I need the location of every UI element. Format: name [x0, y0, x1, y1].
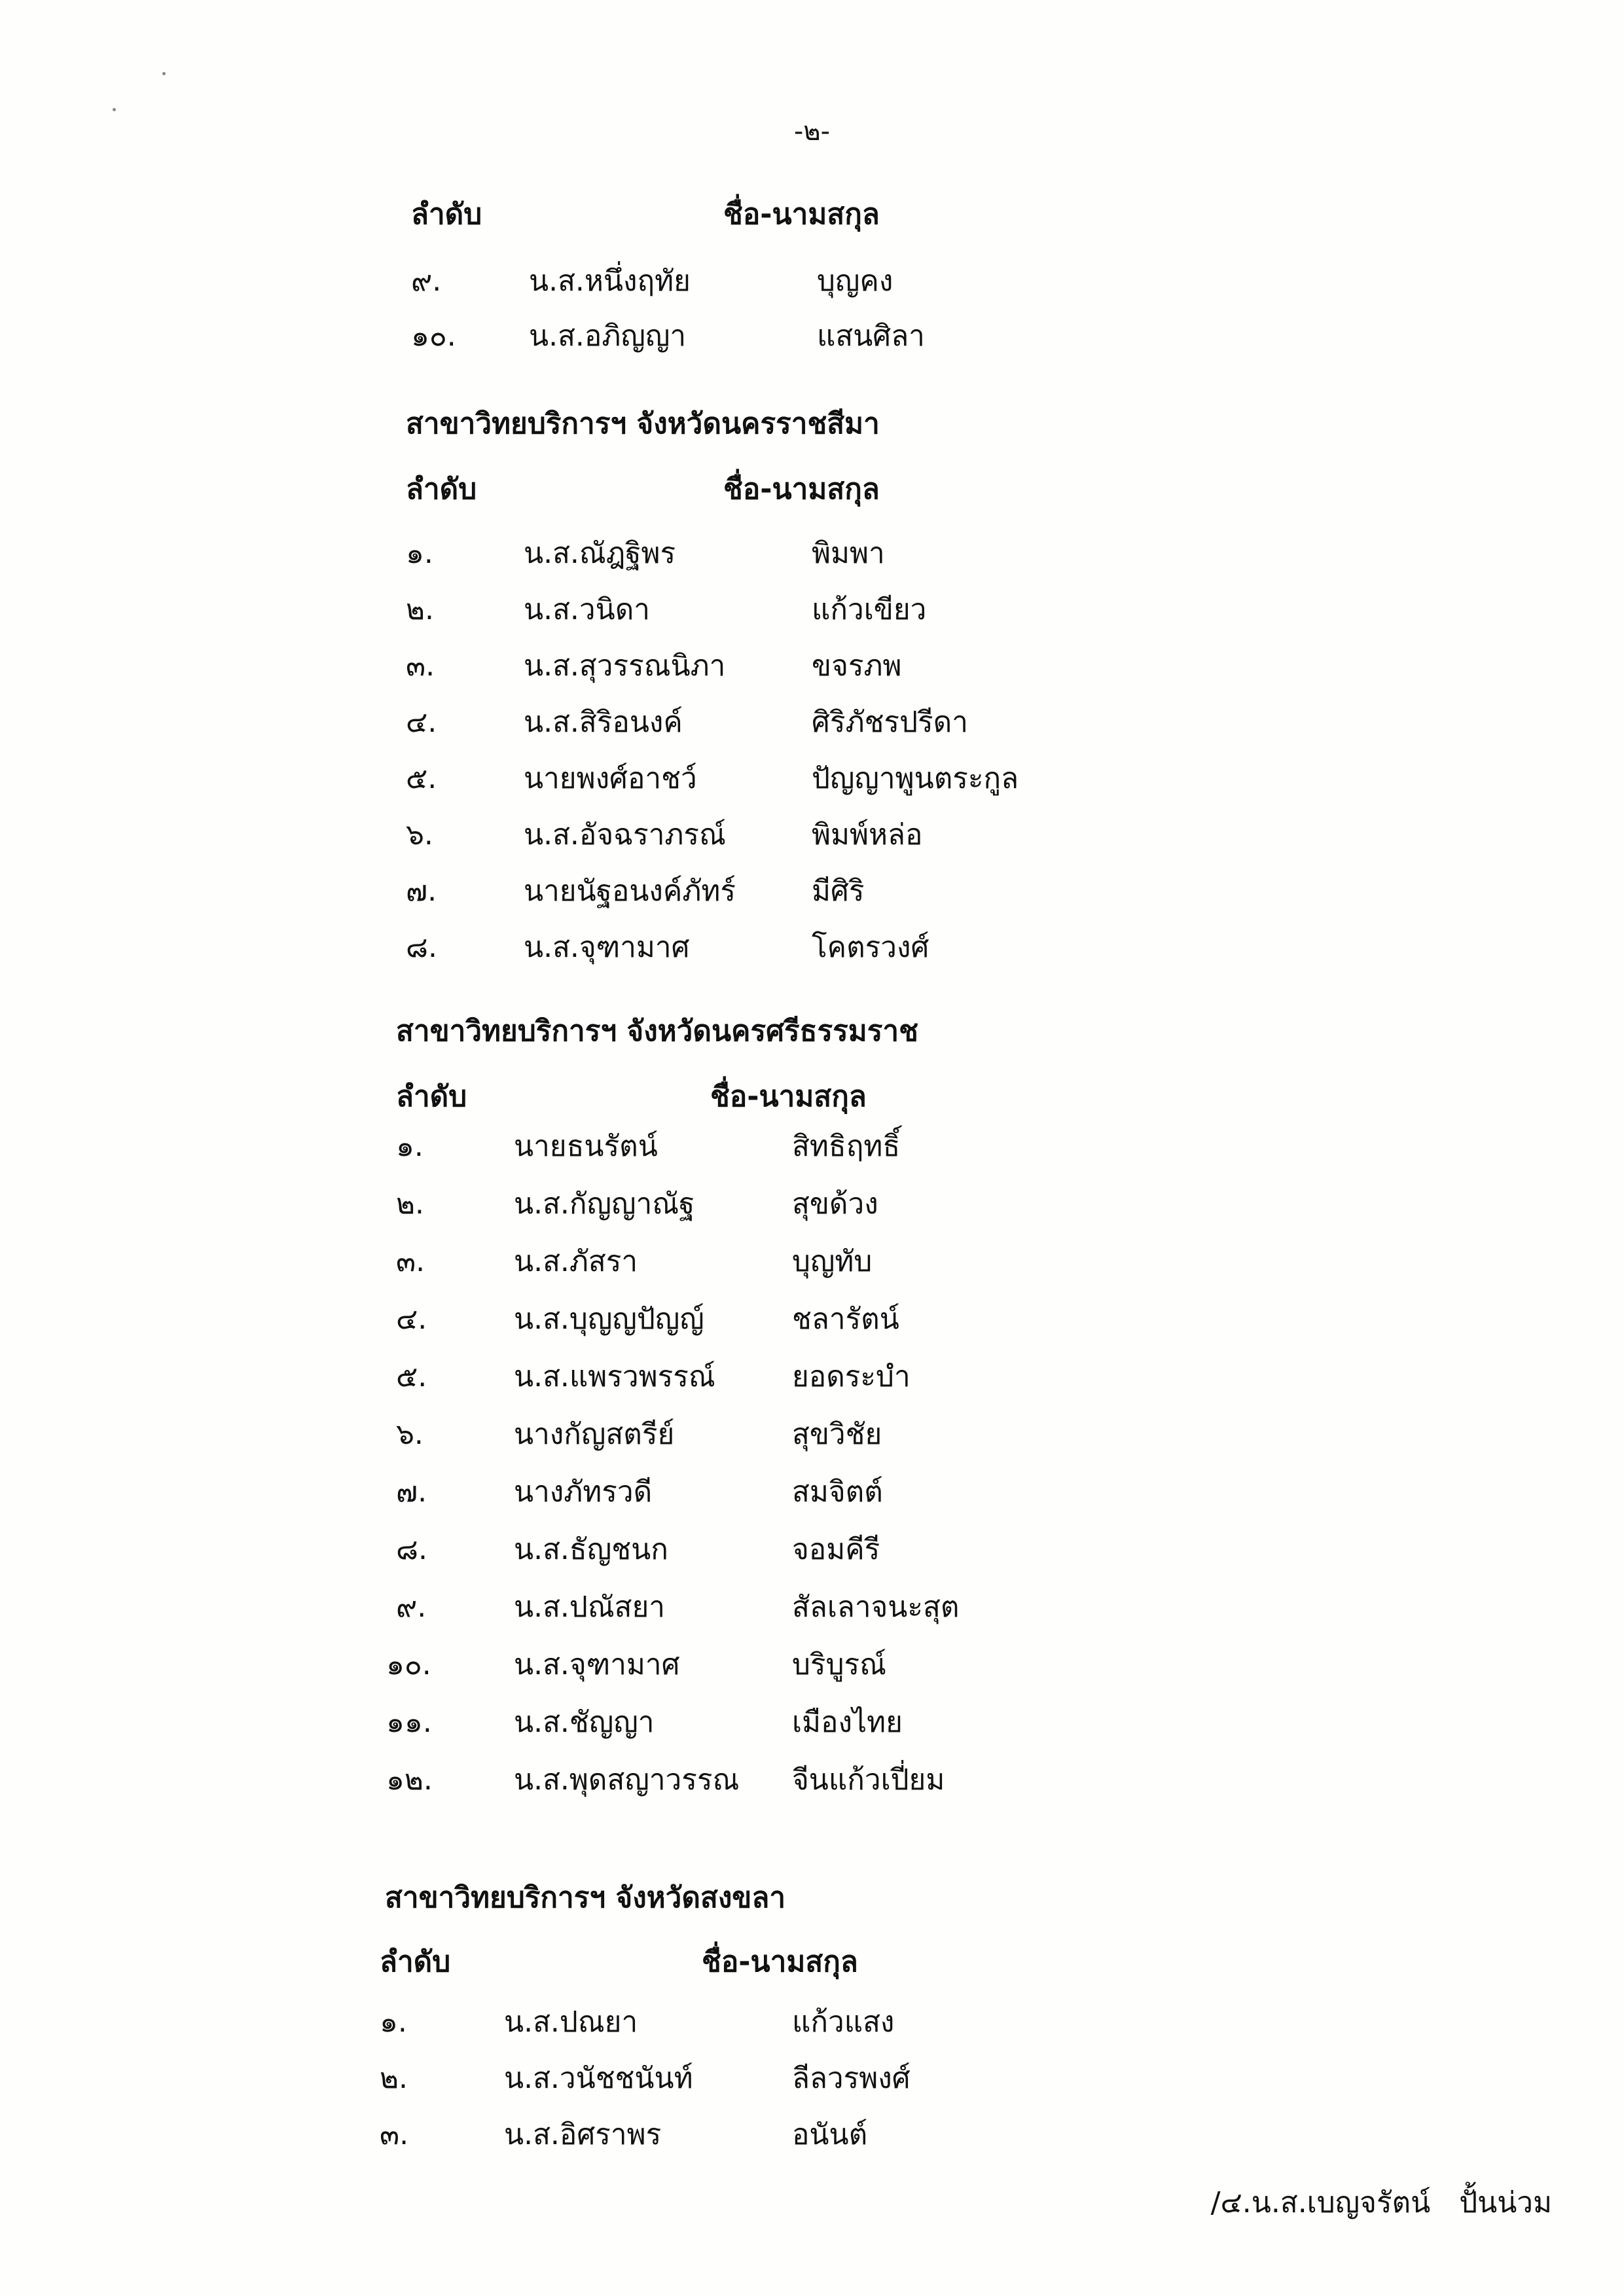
item-first-name: น.ส.แพรวพรรณ์	[514, 1360, 715, 1393]
column-header-name: ชื่อ-นามสกุล	[702, 1945, 858, 1979]
item-first-name: นางภัทรวดี	[514, 1475, 653, 1509]
item-number: ๗.	[396, 1475, 427, 1509]
column-header-name: ชื่อ-นามสกุล	[723, 473, 880, 506]
item-last-name: แก้วแสง	[792, 2005, 895, 2039]
item-first-name: น.ส.จุฑามาศ	[524, 931, 690, 964]
item-last-name: เมืองไทย	[792, 1706, 903, 1739]
item-number: ๔.	[406, 706, 437, 739]
item-number: ๑๐.	[411, 319, 456, 353]
item-number: ๙.	[411, 264, 442, 298]
item-first-name: น.ส.จุฑามาศ	[514, 1648, 680, 1681]
column-header-name: ชื่อ-นามสกุล	[723, 198, 880, 231]
item-last-name: พิมพา	[812, 537, 885, 570]
item-last-name: บุญคง	[817, 264, 893, 298]
item-last-name: จีนแก้วเปี่ยม	[792, 1763, 945, 1797]
item-last-name: สุขวิชัย	[792, 1418, 882, 1451]
item-number: ๓.	[380, 2118, 409, 2151]
item-number: ๙.	[396, 1590, 427, 1624]
item-last-name: สุขด้วง	[792, 1187, 878, 1221]
item-number: ๔.	[396, 1302, 427, 1336]
item-number: ๑.	[396, 1130, 424, 1163]
item-last-name: สิทธิฤทธิ์	[792, 1130, 901, 1163]
item-number: ๖.	[406, 818, 433, 852]
item-first-name: น.ส.วนิดา	[524, 593, 650, 626]
item-number: ๘.	[406, 931, 437, 964]
scan-speck	[162, 72, 166, 75]
item-first-name: นายธนรัตน์	[514, 1130, 658, 1163]
item-last-name: ยอดระบำ	[792, 1360, 911, 1393]
page-number: -๒-	[793, 117, 831, 147]
item-first-name: น.ส.สิริอนงค์	[524, 706, 683, 739]
item-first-name: น.ส.บุญญปัญญ์	[514, 1302, 704, 1336]
item-first-name: น.ส.อัจฉราภรณ์	[524, 818, 726, 852]
item-number: ๑๑.	[386, 1706, 432, 1739]
item-number: ๑.	[406, 537, 433, 570]
item-first-name: นายนัฐอนงค์ภัทร์	[524, 874, 736, 908]
section-title: สาขาวิทยบริการฯ จังหวัดนครศรีธรรมราช	[396, 1014, 918, 1048]
item-number: ๕.	[396, 1360, 427, 1393]
section-title: สาขาวิทยบริการฯ จังหวัดนครราชสีมา	[406, 407, 880, 440]
item-first-name: น.ส.ปณัสยา	[514, 1590, 665, 1624]
item-number: ๓.	[406, 649, 435, 683]
item-first-name: น.ส.ชัญญา	[514, 1706, 655, 1739]
section-title: สาขาวิทยบริการฯ จังหวัดสงขลา	[385, 1881, 786, 1914]
item-first-name: น.ส.วนัชชนันท์	[504, 2062, 693, 2095]
item-last-name: แก้วเขียว	[812, 593, 927, 626]
column-header-order: ลำดับ	[380, 1945, 451, 1979]
item-number: ๑๐.	[386, 1648, 431, 1681]
column-header-name: ชื่อ-นามสกุล	[710, 1080, 867, 1113]
item-first-name: น.ส.ปณยา	[504, 2005, 638, 2039]
item-last-name: แสนศิลา	[817, 319, 925, 353]
item-last-name: จอมคีรี	[792, 1533, 880, 1566]
item-number: ๕.	[406, 762, 437, 795]
item-number: ๖.	[396, 1418, 424, 1451]
item-last-name: ขจรภพ	[812, 649, 902, 683]
item-first-name: น.ส.อภิญญา	[529, 319, 687, 353]
item-last-name: สมจิตต์	[792, 1475, 883, 1509]
item-first-name: น.ส.หนึ่งฤทัย	[529, 264, 691, 298]
item-number: ๑๒.	[386, 1763, 433, 1797]
item-number: ๒.	[406, 593, 434, 626]
item-first-name: น.ส.พุดสญาวรรณ	[514, 1763, 740, 1797]
item-last-name: โคตรวงศ์	[812, 931, 929, 964]
item-first-name: น.ส.สุวรรณนิภา	[524, 649, 726, 683]
item-last-name: ศิริภัชรปรีดา	[812, 706, 968, 739]
continuation-last: ปั้นน่วม	[1459, 2186, 1552, 2219]
item-first-name: น.ส.ณัฎฐิพร	[524, 537, 676, 570]
item-first-name: น.ส.กัญญาณัฐ	[514, 1187, 695, 1221]
item-last-name: ชลารัตน์	[792, 1302, 899, 1336]
item-last-name: มีศิริ	[812, 874, 865, 908]
item-last-name: บุญทับ	[792, 1245, 873, 1278]
item-first-name: น.ส.ภัสรา	[514, 1245, 638, 1278]
item-last-name: สัลเลาจนะสุต	[792, 1590, 960, 1624]
continuation-note	[1211, 2179, 1552, 2225]
continuation-first: /๔.น.ส.เบญจรัตน์	[1210, 2186, 1431, 2219]
column-header-order: ลำดับ	[396, 1080, 467, 1113]
item-last-name: ปัญญาพูนตระกูล	[812, 762, 1019, 795]
item-number: ๗.	[406, 874, 437, 908]
item-first-name: น.ส.ธัญชนก	[514, 1533, 668, 1566]
item-first-name: นายพงศ์อาชว์	[524, 762, 697, 795]
item-number: ๘.	[396, 1533, 427, 1566]
item-number: ๒.	[396, 1187, 424, 1221]
item-number: ๑.	[380, 2005, 407, 2039]
item-last-name: ลีลวรพงศ์	[792, 2062, 911, 2095]
column-header-order: ลำดับ	[406, 473, 477, 506]
item-first-name: น.ส.อิศราพร	[504, 2118, 662, 2151]
item-last-name: พิมพ์หล่อ	[812, 818, 923, 852]
item-first-name: นางกัญสตรีย์	[514, 1418, 675, 1451]
column-header-order: ลำดับ	[411, 198, 482, 231]
item-last-name: บริบูรณ์	[792, 1648, 886, 1681]
item-last-name: อนันต์	[792, 2118, 868, 2151]
item-number: ๓.	[396, 1245, 425, 1278]
item-number: ๒.	[380, 2062, 408, 2095]
